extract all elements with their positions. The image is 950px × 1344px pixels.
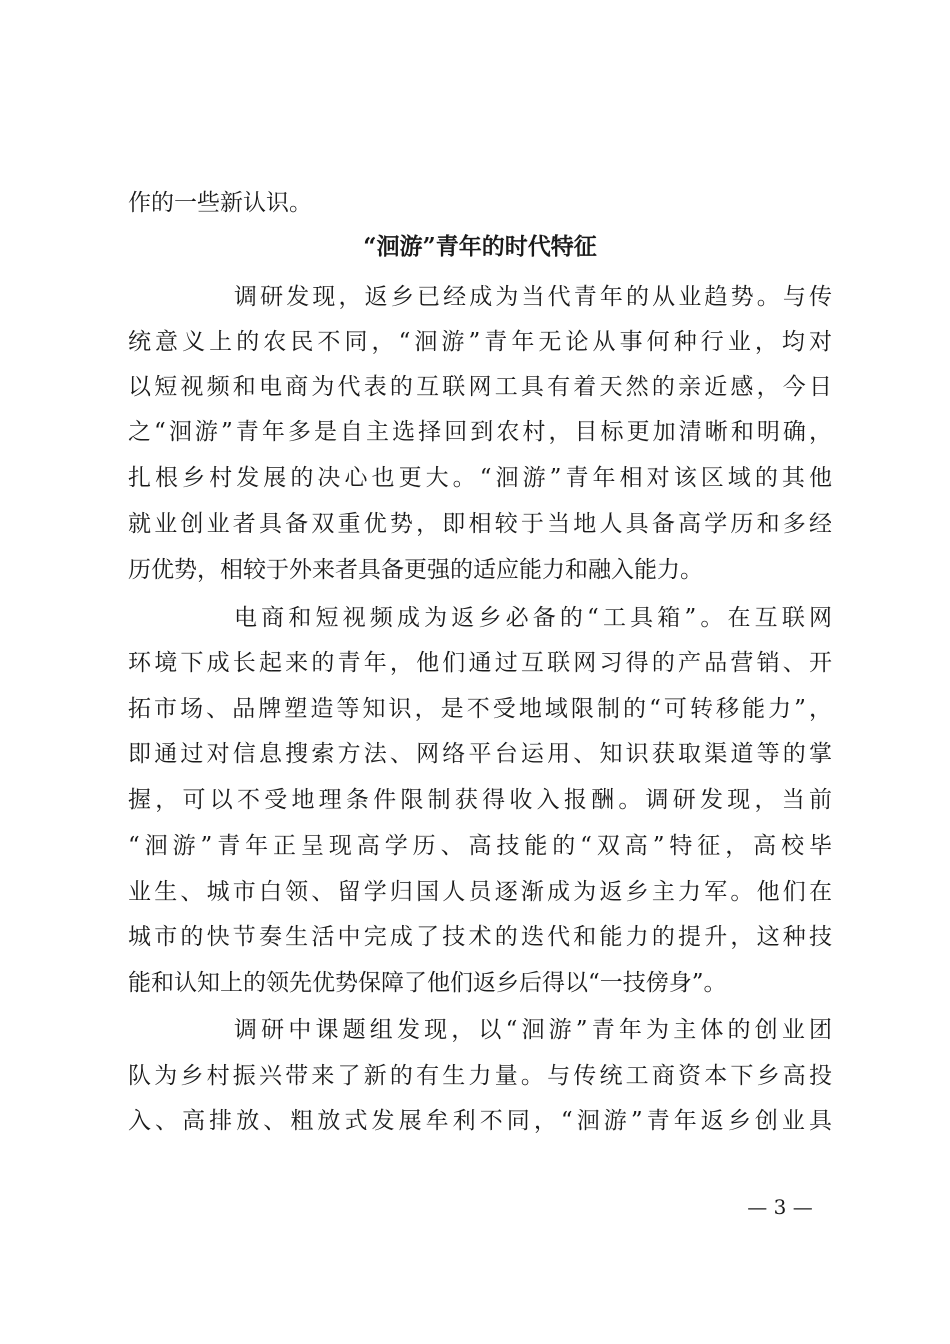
paragraph-line: 电商和短视频成为返乡必备的“工具箱”。在互联网 [234,605,832,631]
paragraph-line: 统意义上的农民不同，“洄游”青年无论从事何种行业，均对 [128,329,832,355]
page-number: — 3 — [747,1195,813,1219]
paragraph-line: 握，可以不受地理条件限制获得收入报酬。调研发现，当前 [128,787,832,813]
paragraph-line: 队为乡村振兴带来了新的有生力量。与传统工商资本下乡高投 [128,1063,832,1089]
paragraph-line: 能和认知上的领先优势保障了他们返乡后得以“一技傍身”。 [128,970,727,996]
paragraph-line: 之“洄游”青年多是自主选择回到农村，目标更加清晰和明确， [128,419,832,445]
paragraph-line: 调研中课题组发现，以“洄游”青年为主体的创业团 [234,1017,832,1043]
section-heading: “洄游”青年的时代特征 [363,233,597,260]
paragraph-line: 调研发现，返乡已经成为当代青年的从业趋势。与传 [234,284,832,310]
paragraph-line: “洄游”青年正呈现高学历、高技能的“双高”特征，高校毕 [128,833,832,859]
paragraph-line: 历优势，相较于外来者具备更强的适应能力和融入能力。 [128,557,703,583]
paragraph-line: 就业创业者具备双重优势，即相较于当地人具备高学历和多经 [128,511,832,537]
paragraph-line: 即通过对信息搜索方法、网络平台运用、知识获取渠道等的掌 [128,741,832,767]
paragraph-line: 城市的快节奏生活中完成了技术的迭代和能力的提升，这种技 [128,924,832,950]
paragraph-line: 业生、城市白领、留学归国人员逐渐成为返乡主力军。他们在 [128,879,832,905]
continuation-line: 作的一些新认识。 [128,190,312,216]
paragraph-line: 拓市场、品牌塑造等知识，是不受地域限制的“可转移能力”， [128,696,832,722]
paragraph-line: 环境下成长起来的青年，他们通过互联网习得的产品营销、开 [128,650,832,676]
paragraph-line: 扎根乡村发展的决心也更大。“洄游”青年相对该区域的其他 [128,465,832,491]
paragraph-line: 以短视频和电商为代表的互联网工具有着天然的亲近感，今日 [128,374,832,400]
paragraph-line: 入、高排放、粗放式发展牟利不同，“洄游”青年返乡创业具 [128,1108,832,1134]
